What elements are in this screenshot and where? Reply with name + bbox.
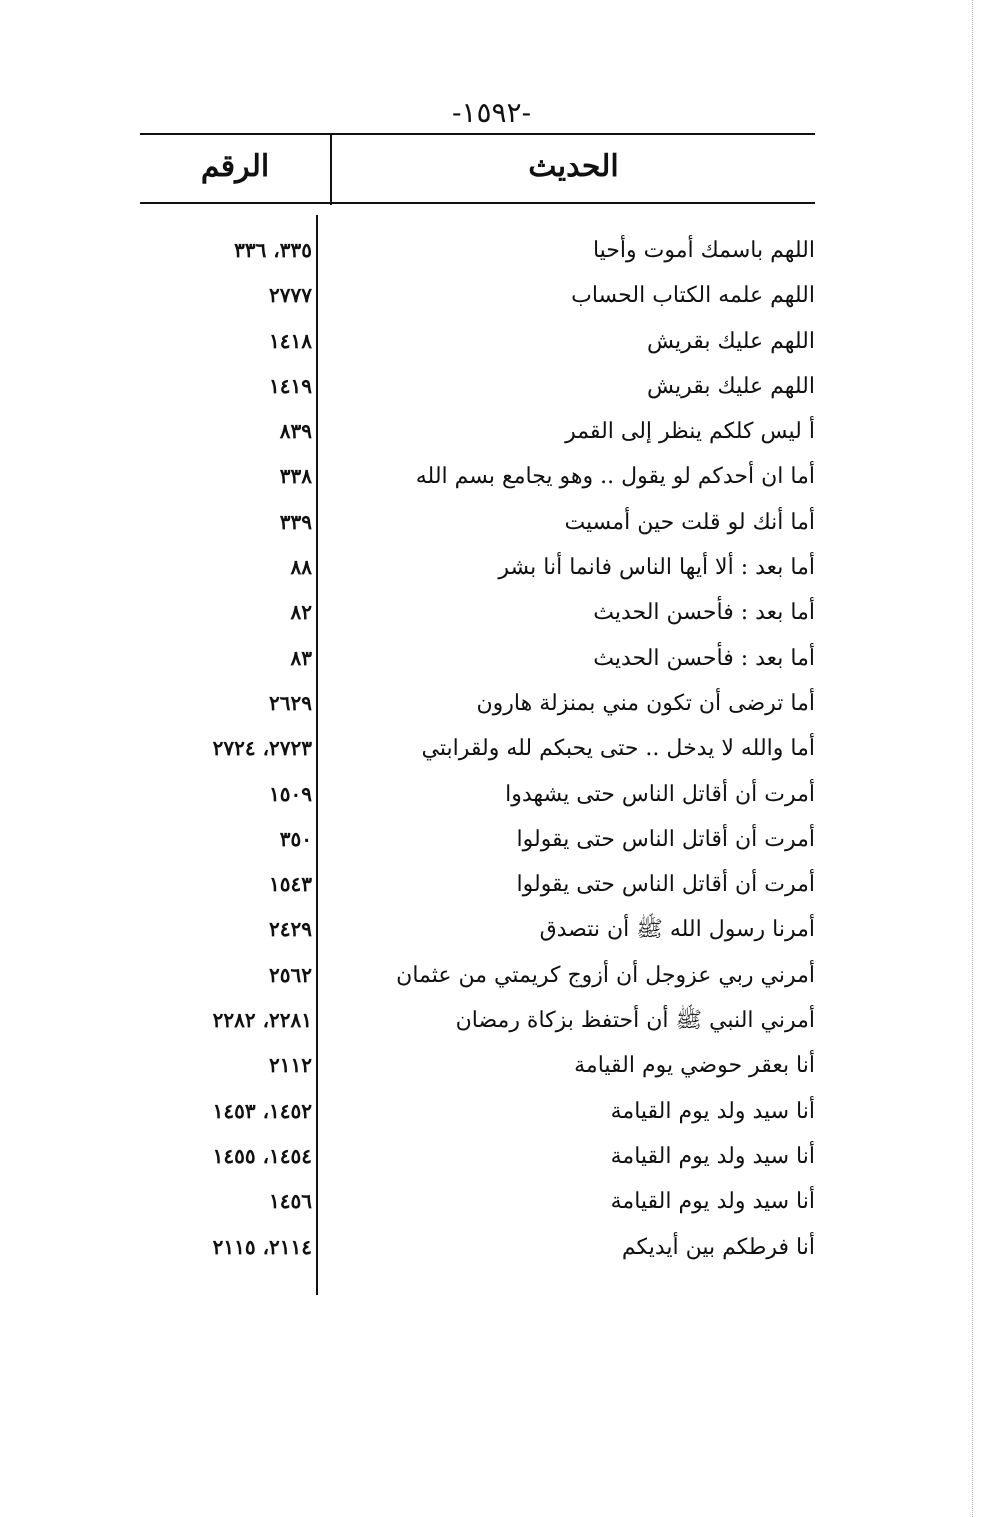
table-row xyxy=(140,726,815,771)
hadith-number: ٨٨ xyxy=(290,555,312,580)
table-row xyxy=(140,273,815,318)
hadith-text: أما ان أحدكم لو يقول .. وهو يجامع بسم الله xyxy=(415,464,815,490)
table-row xyxy=(140,454,815,499)
table-row xyxy=(140,228,815,273)
hadith-number: ٢٥٦٢ xyxy=(269,962,312,987)
hadith-number: ١٥٠٩ xyxy=(269,781,312,806)
hadith-number: ٨٣ xyxy=(290,645,312,670)
hadith-number: ١٤٥٦ xyxy=(269,1189,312,1214)
hadith-number: ٢٧٢٣، ٢٧٢٤ xyxy=(212,736,312,761)
hadith-text: أما بعد : ألا أيها الناس فانما أنا بشر xyxy=(498,555,815,581)
hadith-text: اللهم عليك بقريش xyxy=(646,328,815,354)
hadith-text: أنا فرطكم بين أيديكم xyxy=(621,1234,815,1260)
page-number: -١٥٩٢- xyxy=(451,96,532,129)
hadith-text: أمرت أن أقاتل الناس حتى يقولوا xyxy=(516,872,815,898)
hadith-number: ١٤٥٢، ١٤٥٣ xyxy=(212,1098,312,1123)
hadith-text: أ ليس كلكم ينظر إلى القمر xyxy=(565,419,815,445)
hadith-number: ٨٣٩ xyxy=(279,419,312,444)
table-row xyxy=(140,862,815,907)
hadith-number: ١٥٤٣ xyxy=(269,872,312,897)
hadith-text: أما ترضى أن تكون مني بمنزلة هارون xyxy=(476,690,815,716)
hadith-text: اللهم علمه الكتاب الحساب xyxy=(571,283,815,309)
table-row xyxy=(140,817,815,862)
header-bottom-rule xyxy=(140,202,815,204)
hadith-text: أمرني النبي ﷺ أن أحتفظ بزكاة رمضان xyxy=(455,1008,815,1034)
table-row xyxy=(140,500,815,545)
hadith-text: أمرت أن أقاتل الناس حتى يشهدوا xyxy=(505,781,815,807)
hadith-index-table xyxy=(140,228,815,1270)
hadith-text: اللهم عليك بقريش xyxy=(646,373,815,399)
hadith-number: ٢٧٧٧ xyxy=(269,283,312,308)
table-row xyxy=(140,1089,815,1134)
hadith-number: ٢٦٢٩ xyxy=(269,690,312,715)
hadith-text: أما والله لا يدخل .. حتى يحبكم لله ولقرابتي xyxy=(421,736,815,762)
page-edge-line xyxy=(972,0,973,1517)
hadith-number: ٣٣٥، ٣٣٦ xyxy=(234,238,312,262)
hadith-text: أما بعد : فأحسن الحديث xyxy=(593,645,815,671)
hadith-text: أنا سيد ولد يوم القيامة xyxy=(610,1189,815,1215)
hadith-number: ٣٥٠ xyxy=(279,826,312,851)
hadith-text: أمرنا رسول الله ﷺ أن نتصدق xyxy=(539,917,815,943)
hadith-number: ٣٣٨ xyxy=(279,464,312,489)
column-header-number: الرقم xyxy=(200,149,270,184)
column-header-hadith: الحديث xyxy=(528,149,619,184)
hadith-text: أما أنك لو قلت حين أمسيت xyxy=(564,509,815,535)
hadith-number: ٢٤٢٩ xyxy=(269,917,312,942)
hadith-text: أما بعد : فأحسن الحديث xyxy=(593,600,815,626)
hadith-number: ٢١١٤، ٢١١٥ xyxy=(212,1234,312,1259)
table-row xyxy=(140,1179,815,1224)
table-row xyxy=(140,636,815,681)
table-row xyxy=(140,319,815,364)
hadith-number: ٨٢ xyxy=(290,600,312,625)
hadith-number: ١٤١٩ xyxy=(269,373,312,398)
hadith-text: أنا سيد ولد يوم القيامة xyxy=(610,1143,815,1169)
hadith-number: ٣٣٩ xyxy=(279,509,312,534)
hadith-number: ١٤٥٤، ١٤٥٥ xyxy=(212,1143,312,1168)
table-row xyxy=(140,1043,815,1088)
table-row xyxy=(140,545,815,590)
table-row xyxy=(140,1134,815,1179)
hadith-number: ١٤١٨ xyxy=(269,328,312,353)
table-row xyxy=(140,364,815,409)
table-top-rule xyxy=(140,133,815,135)
hadith-number: ٢١١٢ xyxy=(269,1053,312,1078)
hadith-text: أنا بعقر حوضي يوم القيامة xyxy=(574,1053,815,1079)
hadith-text: أمرني ربي عزوجل أن أزوج كريمتي من عثمان xyxy=(396,962,815,988)
table-row xyxy=(140,998,815,1043)
table-row xyxy=(140,409,815,454)
table-row xyxy=(140,681,815,726)
hadith-text: أمرت أن أقاتل الناس حتى يقولوا xyxy=(516,826,815,852)
hadith-text: اللهم باسمك أموت وأحيا xyxy=(592,238,815,263)
table-row xyxy=(140,1225,815,1270)
table-row xyxy=(140,953,815,998)
table-row xyxy=(140,907,815,952)
hadith-text: أنا سيد ولد يوم القيامة xyxy=(610,1098,815,1124)
table-row xyxy=(140,772,815,817)
hadith-number: ٢٢٨١، ٢٢٨٢ xyxy=(212,1008,312,1033)
table-row xyxy=(140,590,815,635)
